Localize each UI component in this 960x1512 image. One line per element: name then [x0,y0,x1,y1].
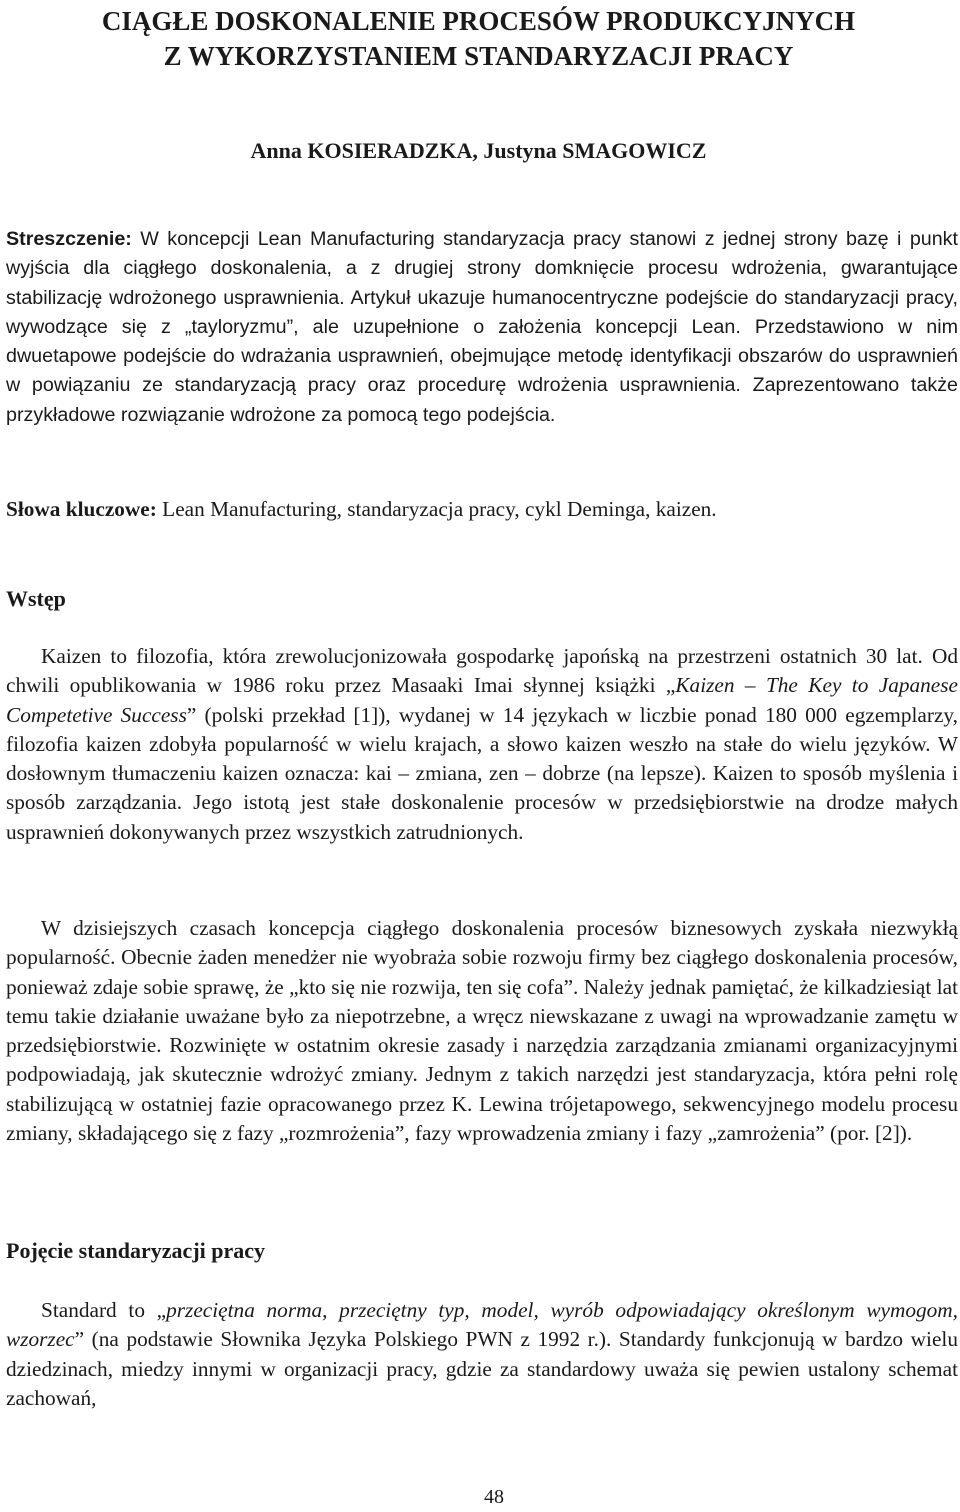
page-number: 48 [484,1486,504,1508]
standard-definition: przeciętna norma, przeciętny typ, model, wyrób odpowiadający określonym wymogom, wzorzec [6,1298,959,1352]
intro-p1-text-b: ” (polski przekład [1]), wydanej w 14 językach w liczbie ponad 180 000 egzemplarzy, filozofia kaizen zdobyła popularność w wielu krajach, a słowo kaizen weszło na stałe do wielu języków. W dosłownym tłumaczeniu kaizen oznacza: kai – zmiana, zen – dobrze (na lepsze). Kaizen to sposób myślenia i sposób zarządzania. Jego istotą jest stałe doskonalenie procesów w przedsiębiorstwie na drodze małych usprawnień dokonywanych przez wszystkich zatrudnionych. [6,702,959,844]
standard-text-b: ” (na podstawie Słownika Języka Polskiego PWN z 1992 r.). Standardy funkcjonują w bardzo wielu dziedzinach, miedzy innymi w organizacji pracy, gdzie za standardowy uważa się pewien ustalony schemat zachowań, [6,1327,958,1410]
intro-p1-text-a: Kaizen to filozofia, która zrewolucjonizowała gospodarkę japońską na przestrzeni ostatnich 30 lat. Od chwili opublikowania w 1986 roku przez Masaaki Imai słynnej książki „ [6,644,958,698]
abstract-text: W koncepcji Lean Manufacturing standaryzacja pracy stanowi z jednej strony bazę i punkt wyjścia dla ciągłego doskonalenia, a z drugiej strony domknięcie procesu wdrożenia, gwarantujące stabilizację wdrożonego usprawnienia. Artykuł ukazuje humanocentryczne podejście do standaryzacji pracy, wywodzące się z „tayloryzmu”, ale uzupełnione o założenia koncepcji Lean. Przedstawiono w nim dwuetapowe podejście do wdrażania usprawnień, obejmujące metodę identyfikacji obszarów do usprawnień w powiązaniu ze standaryzacją pracy oraz procedurę wdrożenia usprawnienia. Zaprezentowano także przykładowe rozwiązanie wdrożone za pomocą tego podejścia. [6,228,958,426]
keywords-text: Lean Manufacturing, standaryzacja pracy, cykl Deminga, kaizen. [156,497,717,521]
section-heading-wstep: Wstęp [6,586,66,611]
keywords-label: Słowa kluczowe: [6,497,157,521]
abstract-label: Streszczenie: [6,228,132,250]
authors: Anna KOSIERADZKA, Justyna SMAGOWICZ [250,138,707,163]
paper-page [6,0,958,1512]
intro-paragraph-1 [6,642,958,847]
title-line-2: Z WYKORZYSTANIEM STANDARYZACJI PRACY [163,41,794,71]
standard-paragraph [6,1296,958,1413]
paper-title [6,4,951,74]
abstract [6,225,958,430]
keywords [6,494,958,524]
title-line-1: CIĄGŁE DOSKONALENIE PROCESÓW PRODUKCYJNYCH [101,6,856,36]
standard-text-a: Standard to „ [41,1298,167,1322]
book-title: Kaizen – The Key to Japanese Competetive Success [6,673,958,727]
section-heading-pojecie: Pojęcie standaryzacji pracy [6,1238,266,1263]
intro-paragraph-2: W dzisiejszych czasach koncepcja ciągłego doskonalenia procesów biznesowych zyskała niezwykłą popularność. Obecnie żaden menedżer nie wyobraża sobie rozwoju firmy bez ciągłego doskonalenia procesów, ponieważ zdaje sobie sprawę, że „kto się nie rozwija, ten się cofa”. Należy jednak pamiętać, że kilkadziesiąt lat temu takie działanie uważane było za niepotrzebne, a wręcz niewskazane z uwagi na wprowadzanie zamętu w przedsiębiorstwie. Rozwinięte w ostatnim okresie zasady i narzędzia zarządzania zmianami organizacyjnymi podpowiadają, jak skutecznie wdrożyć zmiany. Jednym z takich narzędzi jest standaryzacja, która pełni rolę stabilizującą w ostatniej fazie opracowanego przez K. Lewina trójetapowego, sekwencyjnego modelu procesu zmiany, składającego się z fazy „rozmrożenia”, fazy wprowadzenia zmiany i fazy „zamrożenia” (por. [2]). [6,916,958,1146]
